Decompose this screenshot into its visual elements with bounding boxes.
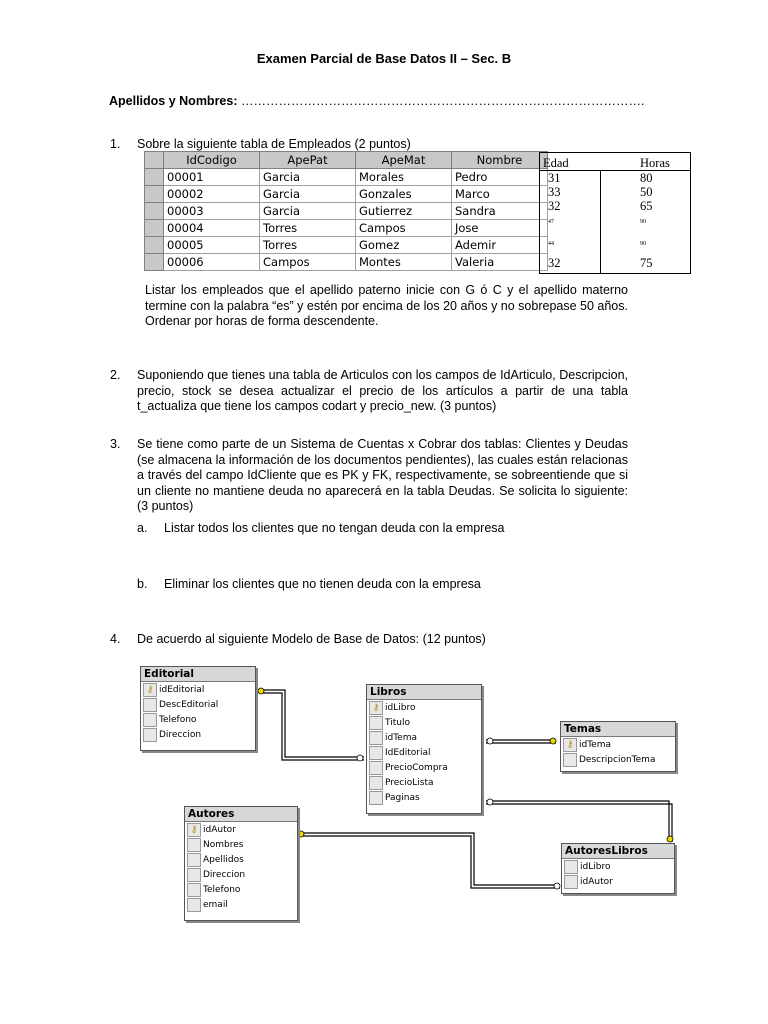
field-marker (564, 860, 578, 874)
entity-field: idAutor (562, 874, 674, 889)
entity-autores[interactable] (184, 806, 298, 921)
table-cell: Ademir (452, 237, 548, 254)
q1-number: 1. (110, 137, 121, 151)
key-endpoint-icon (550, 738, 556, 744)
field-marker (369, 791, 383, 805)
table-cell: 00004 (164, 220, 260, 237)
field-marker (563, 753, 577, 767)
relation-editorial-libros-inner (260, 693, 364, 760)
entity-field: Direccion (185, 867, 297, 882)
entity-field: ⚷ idEditorial (141, 682, 255, 697)
entity-title: AutoresLibros (562, 844, 674, 859)
entity-field: Nombres (185, 837, 297, 852)
field-marker (369, 731, 383, 745)
entity-spacer (367, 805, 481, 813)
horas-value: 65 (640, 199, 653, 213)
field-marker (187, 853, 201, 867)
table-cell: 00006 (164, 254, 260, 271)
q3-b-label: b. (137, 577, 148, 591)
key-endpoint-icon (667, 836, 673, 842)
infinity-endpoint-icon (357, 755, 363, 761)
entity-spacer (562, 889, 674, 893)
q3-number: 3. (110, 437, 121, 451)
entity-title: Autores (185, 807, 297, 822)
q2-number: 2. (110, 368, 121, 382)
horas-value: 75 (640, 256, 653, 270)
horas-value: 80 (640, 171, 653, 185)
primary-key-icon: ⚷ (143, 683, 157, 697)
entity-spacer (141, 742, 255, 750)
entity-field: Titulo (367, 715, 481, 730)
relation-libros-autoreslibros (486, 801, 669, 842)
infinity-endpoint-icon (554, 883, 560, 889)
key-endpoint-icon (258, 688, 264, 694)
entity-field: Direccion (141, 727, 255, 742)
table-cell: Torres (260, 237, 356, 254)
entity-field: idLibro (562, 859, 674, 874)
table-cell: Garcia (260, 203, 356, 220)
q1-text: Sobre la siguiente tabla de Empleados (2 puntos) (137, 137, 411, 151)
table-cell: 00005 (164, 237, 260, 254)
table-cell: Campos (356, 220, 452, 237)
entity-field: idTema (367, 730, 481, 745)
table-cell: Morales (356, 169, 452, 186)
field-marker (369, 716, 383, 730)
entity-field: PrecioCompra (367, 760, 481, 775)
field-marker (187, 838, 201, 852)
field-marker (564, 875, 578, 889)
q3-text: Se tiene como parte de un Sistema de Cuentas x Cobrar dos tablas: Clientes y Deudas (se almacena la información de los documentos pendientes), las cuales están relacionas a través del campo IdCliente que es PK y FK, respectivamente, se sobreentiende que si un cliente no mantiene deuda no aparecerá en la tabla Deudas. Se solicita lo siguiente: (3 puntos) (137, 437, 628, 513)
entity-libros[interactable] (366, 684, 482, 814)
infinity-endpoint-icon (487, 799, 493, 805)
q4-number: 4. (110, 632, 121, 646)
primary-key-icon: ⚷ (563, 738, 577, 752)
entity-temas[interactable] (560, 721, 676, 772)
table-cell: Jose (452, 220, 548, 237)
horas-header: Horas (640, 156, 670, 170)
q3-b-text: Eliminar los clientes que no tienen deuda con la empresa (164, 577, 481, 591)
entity-editorial[interactable] (140, 666, 256, 751)
q4-text: De acuerdo al siguiente Modelo de Base de Datos: (12 puntos) (137, 632, 486, 646)
horas-value: 50 (640, 185, 653, 199)
field-marker (143, 698, 157, 712)
column-header: IdCodigo (164, 152, 260, 169)
field-marker (369, 776, 383, 790)
edad-value: 33 (548, 185, 561, 199)
entity-field: email (185, 897, 297, 912)
horas-value: 90 (640, 241, 646, 247)
entity-field: IdEditorial (367, 745, 481, 760)
field-marker (143, 713, 157, 727)
field-marker (369, 761, 383, 775)
table-cell: Gomez (356, 237, 452, 254)
student-name-blank: ……………………………………………………………………………………. (240, 94, 645, 108)
relation-autores-autoreslibros-inner (300, 836, 560, 888)
horas-value: 90 (640, 219, 646, 225)
table-cell: Sandra (452, 203, 548, 220)
edad-value: 47 (548, 219, 554, 225)
table-cell: Gutierrez (356, 203, 452, 220)
field-marker (187, 898, 201, 912)
table-cell: 00001 (164, 169, 260, 186)
table-cell: Gonzales (356, 186, 452, 203)
edad-value: 32 (548, 199, 561, 213)
table-cell: Garcia (260, 186, 356, 203)
table-cell: Marco (452, 186, 548, 203)
edad-header: Edad (543, 156, 569, 170)
exam-title: Examen Parcial de Base Datos II – Sec. B (256, 51, 512, 66)
entity-field: Paginas (367, 790, 481, 805)
table-cell: Montes (356, 254, 452, 271)
field-marker (143, 728, 157, 742)
q3-a-text: Listar todos los clientes que no tengan deuda con la empresa (164, 521, 505, 535)
q1-instruction: Listar los empleados que el apellido paterno inicie con G ó C y el apellido materno termine con la palabra “es” y estén por encima de los 20 años y no sobrepase 50 años. Ordenar por horas de forma descendente. (145, 283, 628, 328)
edad-value: 32 (548, 256, 561, 270)
entity-field: DescEditorial (141, 697, 255, 712)
key-endpoint-icon (298, 831, 304, 837)
table-cell: Valeria (452, 254, 548, 271)
entity-spacer (561, 767, 675, 771)
entity-field: ⚷ idAutor (185, 822, 297, 837)
relation-autores-autoreslibros (300, 833, 560, 885)
entity-field: DescripcionTema (561, 752, 675, 767)
entity-title: Libros (367, 685, 481, 700)
table-cell: Garcia (260, 169, 356, 186)
entity-field: PrecioLista (367, 775, 481, 790)
column-header: ApeMat (356, 152, 452, 169)
column-header: Nombre (452, 152, 548, 169)
table-cell: 00003 (164, 203, 260, 220)
field-marker (369, 746, 383, 760)
entity-field: Telefono (141, 712, 255, 727)
relation-libros-autoreslibros-inner (486, 804, 672, 842)
primary-key-icon: ⚷ (187, 823, 201, 837)
entity-field: ⚷ idLibro (367, 700, 481, 715)
edad-value: 44 (548, 241, 554, 247)
entity-field: ⚷ idTema (561, 737, 675, 752)
entity-title: Editorial (141, 667, 255, 682)
column-header: ApePat (260, 152, 356, 169)
q3-a-label: a. (137, 521, 148, 535)
primary-key-icon: ⚷ (369, 701, 383, 715)
student-name-label: Apellidos y Nombres: (109, 94, 238, 108)
entity-spacer (185, 912, 297, 920)
q2-text: Suponiendo que tienes una tabla de Articulos con los campos de IdArticulo, Descripcion, precio, stock se desea actualizar el precio de los artículos a partir de una tabla t_actualiza que tiene los campos codart y precio_new. (3 puntos) (137, 368, 628, 413)
table-cell: 00002 (164, 186, 260, 203)
table-cell: Torres (260, 220, 356, 237)
edad-value: 31 (548, 171, 561, 185)
entity-autoreslibros[interactable] (561, 843, 675, 894)
relation-editorial-libros (260, 690, 364, 757)
field-marker (187, 868, 201, 882)
entity-field: Telefono (185, 882, 297, 897)
infinity-endpoint-icon (487, 738, 493, 744)
entity-field: Apellidos (185, 852, 297, 867)
table-cell: Pedro (452, 169, 548, 186)
entity-title: Temas (561, 722, 675, 737)
field-marker (187, 883, 201, 897)
table-cell: Campos (260, 254, 356, 271)
